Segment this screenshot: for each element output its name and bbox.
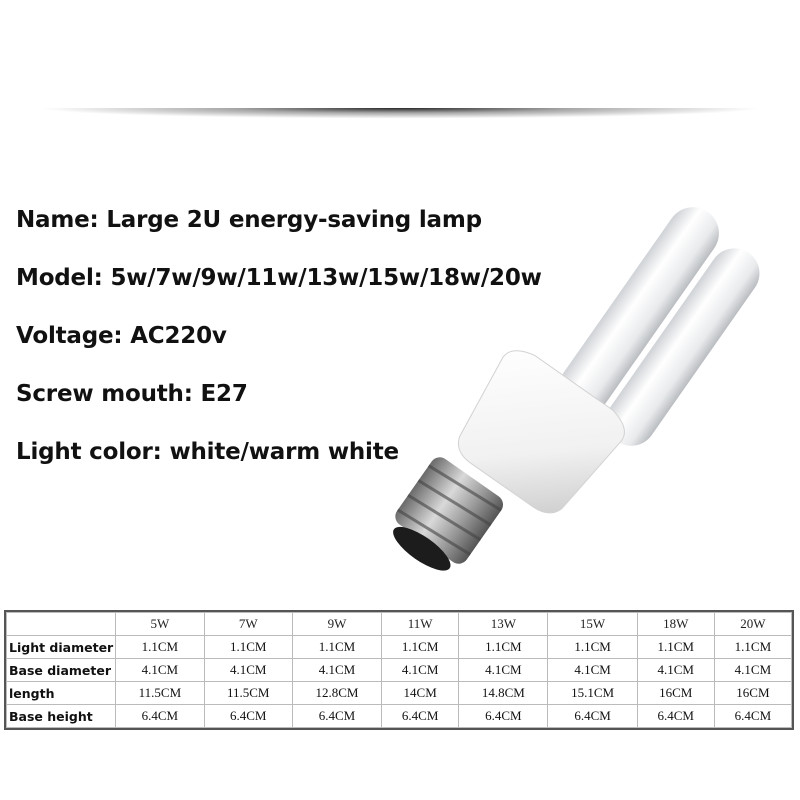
table-cell: 4.1CM	[382, 659, 459, 682]
table-cell: 6.4CM	[459, 705, 548, 728]
spec-light-color: Light color: white/warm white	[16, 439, 399, 465]
table-cell: 4.1CM	[548, 659, 637, 682]
table-cell: 4.1CM	[116, 659, 204, 682]
table-row-label: length	[7, 682, 116, 705]
table-cell: 1.1CM	[382, 636, 459, 659]
table-row-label: Base height	[7, 705, 116, 728]
table-cell: 6.4CM	[204, 705, 292, 728]
table-cell: 1.1CM	[637, 636, 714, 659]
table-row	[7, 659, 792, 682]
lamp-image	[380, 185, 760, 585]
spec-table	[6, 612, 792, 728]
table-cell: 6.4CM	[637, 705, 714, 728]
table-column-header: 13W	[459, 613, 548, 636]
table-column-header: 9W	[292, 613, 381, 636]
table-cell: 11.5CM	[204, 682, 292, 705]
table-column-header: 7W	[204, 613, 292, 636]
table-cell: 1.1CM	[116, 636, 204, 659]
table-cell: 16CM	[714, 682, 791, 705]
table-cell: 4.1CM	[459, 659, 548, 682]
table-row	[7, 705, 792, 728]
table-cell: 6.4CM	[548, 705, 637, 728]
table-column-header: 15W	[548, 613, 637, 636]
table-cell: 6.4CM	[714, 705, 791, 728]
top-band	[0, 0, 800, 118]
top-divider-shadow	[0, 108, 800, 122]
spec-voltage: Voltage: AC220v	[16, 323, 227, 349]
table-cell: 15.1CM	[548, 682, 637, 705]
table-cell: 6.4CM	[382, 705, 459, 728]
table-cell: 12.8CM	[292, 682, 381, 705]
table-cell: 4.1CM	[292, 659, 381, 682]
table-column-header: 18W	[637, 613, 714, 636]
table-cell: 6.4CM	[116, 705, 204, 728]
table-header-row	[7, 613, 792, 636]
table-cell: 11.5CM	[116, 682, 204, 705]
table-row-label: Base diameter	[7, 659, 116, 682]
table-cell: 16CM	[637, 682, 714, 705]
table-cell: 1.1CM	[292, 636, 381, 659]
table-cell: 1.1CM	[204, 636, 292, 659]
table-cell: 1.1CM	[714, 636, 791, 659]
table-cell: 4.1CM	[204, 659, 292, 682]
table-row	[7, 636, 792, 659]
spec-model: Model: 5w/7w/9w/11w/13w/15w/18w/20w	[16, 265, 542, 291]
table-cell: 1.1CM	[459, 636, 548, 659]
table-cell: 4.1CM	[637, 659, 714, 682]
table-cell: 1.1CM	[548, 636, 637, 659]
table-cell: 4.1CM	[714, 659, 791, 682]
table-cell: 14.8CM	[459, 682, 548, 705]
table-row-label: Light diameter	[7, 636, 116, 659]
table-corner-cell	[7, 613, 116, 636]
table-row	[7, 682, 792, 705]
table-column-header: 11W	[382, 613, 459, 636]
table-cell: 14CM	[382, 682, 459, 705]
table-column-header: 5W	[116, 613, 204, 636]
table-cell: 6.4CM	[292, 705, 381, 728]
spec-screw-mouth: Screw mouth: E27	[16, 381, 248, 407]
spec-name: Name: Large 2U energy-saving lamp	[16, 207, 482, 233]
table-column-header: 20W	[714, 613, 791, 636]
